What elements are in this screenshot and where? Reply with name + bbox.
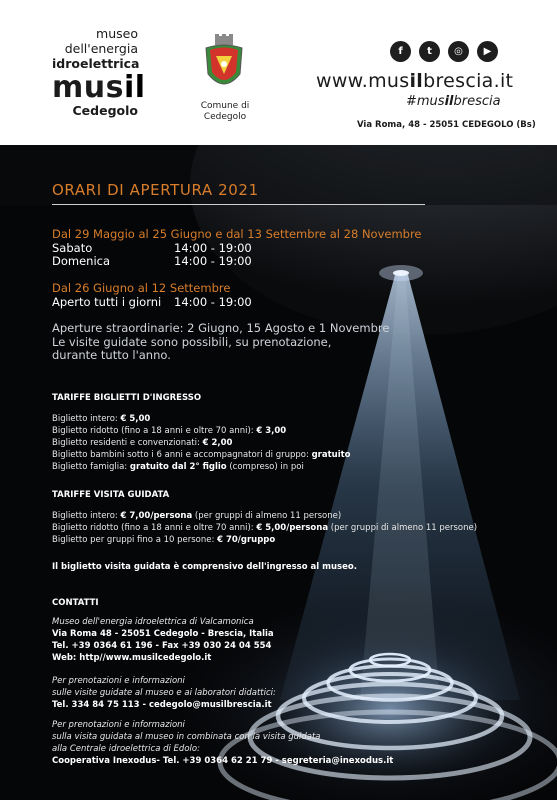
- booking-line: sulle visite guidate al museo e ai laboratori didattici:: [52, 688, 276, 698]
- fee-value: € 7,00/persona: [120, 511, 193, 521]
- header: [0, 0, 557, 145]
- fee-row: [52, 437, 351, 449]
- tour-fees-list: [52, 510, 477, 546]
- schedule-day: Aperto tutti i giorni: [52, 294, 162, 309]
- schedule-time: 14:00 - 19:00: [174, 254, 252, 268]
- opening-hours-title: ORARI DI APERTURA 2021: [52, 181, 259, 199]
- fee-value: € 70/gruppo: [217, 535, 276, 545]
- tour-fees-title: TARIFFE VISITA GUIDATA: [52, 490, 170, 500]
- fee-value: € 3,00: [256, 426, 287, 436]
- booking-contact-1[interactable]: Tel. 334 84 75 113 - cedegolo@musilbrescia.it: [52, 700, 272, 710]
- comune-line-2: Cedegolo: [203, 112, 247, 122]
- schedule-day: Domenica: [52, 254, 111, 268]
- contacts-block: [52, 616, 274, 664]
- logo-place: Cedegolo: [72, 103, 138, 118]
- entry-fees-title: TARIFFE BIGLIETTI D'INGRESSO: [52, 393, 202, 403]
- youtube-icon[interactable]: ▶: [477, 41, 498, 62]
- schedule-day: Sabato: [52, 240, 93, 255]
- booking-line: sulla visita guidata al museo in combinata con la visita guidata: [52, 732, 321, 742]
- facebook-icon[interactable]: f: [390, 41, 411, 62]
- schedule-row: [52, 255, 422, 269]
- fee-label: Biglietto ridotto (fino a 18 anni e oltre 70 anni):: [52, 523, 257, 533]
- fee-row: [52, 510, 477, 522]
- museum-phone: Tel. +39 0364 61 196 - Fax +39 030 24 04 554: [52, 641, 272, 651]
- logo-line-2: dell'energia: [64, 41, 138, 56]
- fee-label: Biglietto ridotto (fino a 18 anni e oltre 70 anni):: [52, 426, 257, 436]
- booking-info-1: [52, 675, 276, 711]
- fee-row: [52, 449, 351, 461]
- fee-label: Biglietto famiglia:: [52, 462, 130, 472]
- fee-label: Biglietto intero:: [52, 414, 121, 424]
- fee-label: Biglietto per gruppi fino a 10 persone:: [52, 535, 218, 545]
- content: [0, 145, 557, 800]
- contacts-title: CONTATTI: [52, 598, 99, 608]
- period-2-heading: Dal 26 Giugno al 12 Settembre: [52, 281, 231, 295]
- booking-line: alla Centrale idroelettrica di Edolo:: [52, 744, 200, 754]
- fee-suffix: (compreso) in poi: [226, 462, 304, 472]
- museum-address: Via Roma 48 - 25051 Cedegolo - Brescia, Italia: [52, 629, 274, 639]
- social-links: [390, 41, 498, 62]
- entry-fees-list: [52, 413, 351, 473]
- title-divider: [52, 204, 425, 205]
- period-2: [52, 282, 252, 309]
- fee-value: € 2,00: [202, 438, 233, 448]
- comune-line-1: Comune di: [200, 101, 250, 111]
- logo-line-1: museo: [96, 26, 138, 41]
- fee-row: [52, 461, 351, 473]
- fee-value: € 5,00: [120, 414, 151, 424]
- website-link[interactable]: www.musilbrescia.it: [316, 70, 514, 92]
- comune-label: [192, 101, 258, 123]
- main-panel: [0, 145, 557, 800]
- fee-row: [52, 425, 351, 437]
- instagram-icon[interactable]: ◎: [448, 41, 469, 62]
- note-line: durante tutto l'anno.: [52, 348, 171, 362]
- schedule-time: 14:00 - 19:00: [174, 240, 252, 255]
- header-address: Via Roma, 48 - 25051 CEDEGOLO (Bs): [357, 120, 536, 130]
- fee-label: Biglietto residenti e convenzionati:: [52, 438, 203, 448]
- museum-web-link[interactable]: Web: http//www.musilcedegolo.it: [52, 653, 212, 663]
- note-line: Aperture straordinarie: 2 Giugno, 15 Agosto e 1 Novembre: [52, 321, 390, 335]
- booking-line: Per prenotazioni e informazioni: [52, 676, 185, 686]
- booking-info-2: [52, 719, 393, 767]
- opening-notes: [52, 322, 389, 363]
- comune-crest-icon: [204, 34, 244, 94]
- fee-suffix: (per gruppi di almeno 11 persone): [328, 523, 478, 533]
- fee-value: gratuito dal 2° figlio: [129, 462, 227, 472]
- fee-row: [52, 534, 477, 546]
- period-1: [52, 228, 422, 269]
- musil-logo: [52, 26, 146, 119]
- museum-name: Museo dell'energia idroelettrica di Valcamonica: [52, 617, 254, 627]
- fee-label: Biglietto intero:: [52, 511, 121, 521]
- period-1-heading: Dal 29 Maggio al 25 Giugno e dal 13 Settembre al 28 Novembre: [52, 227, 422, 241]
- fee-suffix: (per gruppi di almeno 11 persone): [192, 511, 342, 521]
- tour-fees-note: Il biglietto visita guidata è comprensivo dell'ingresso al museo.: [52, 562, 357, 572]
- fee-row: [52, 413, 351, 425]
- twitter-icon[interactable]: t: [419, 41, 440, 62]
- note-line: Le visite guidate sono possibili, su prenotazione,: [52, 334, 332, 349]
- logo-brand: musil: [52, 70, 146, 105]
- booking-line: Per prenotazioni e informazioni: [52, 720, 185, 730]
- fee-value: € 5,00/persona: [256, 523, 329, 533]
- schedule-row: [52, 242, 422, 256]
- hashtag: #musilbrescia: [406, 94, 501, 109]
- fee-value: gratuito: [311, 450, 351, 460]
- fee-row: [52, 522, 477, 534]
- schedule-row: [52, 296, 252, 310]
- booking-contact-2[interactable]: Cooperativa Inexodus- Tel. +39 0364 62 21 79 - segreteria@inexodus.it: [52, 756, 394, 766]
- schedule-time: 14:00 - 19:00: [174, 294, 252, 309]
- fee-label: Biglietto bambini sotto i 6 anni e accompagnatori di gruppo:: [52, 450, 312, 460]
- logo-line-3: idroelettrica: [52, 56, 140, 71]
